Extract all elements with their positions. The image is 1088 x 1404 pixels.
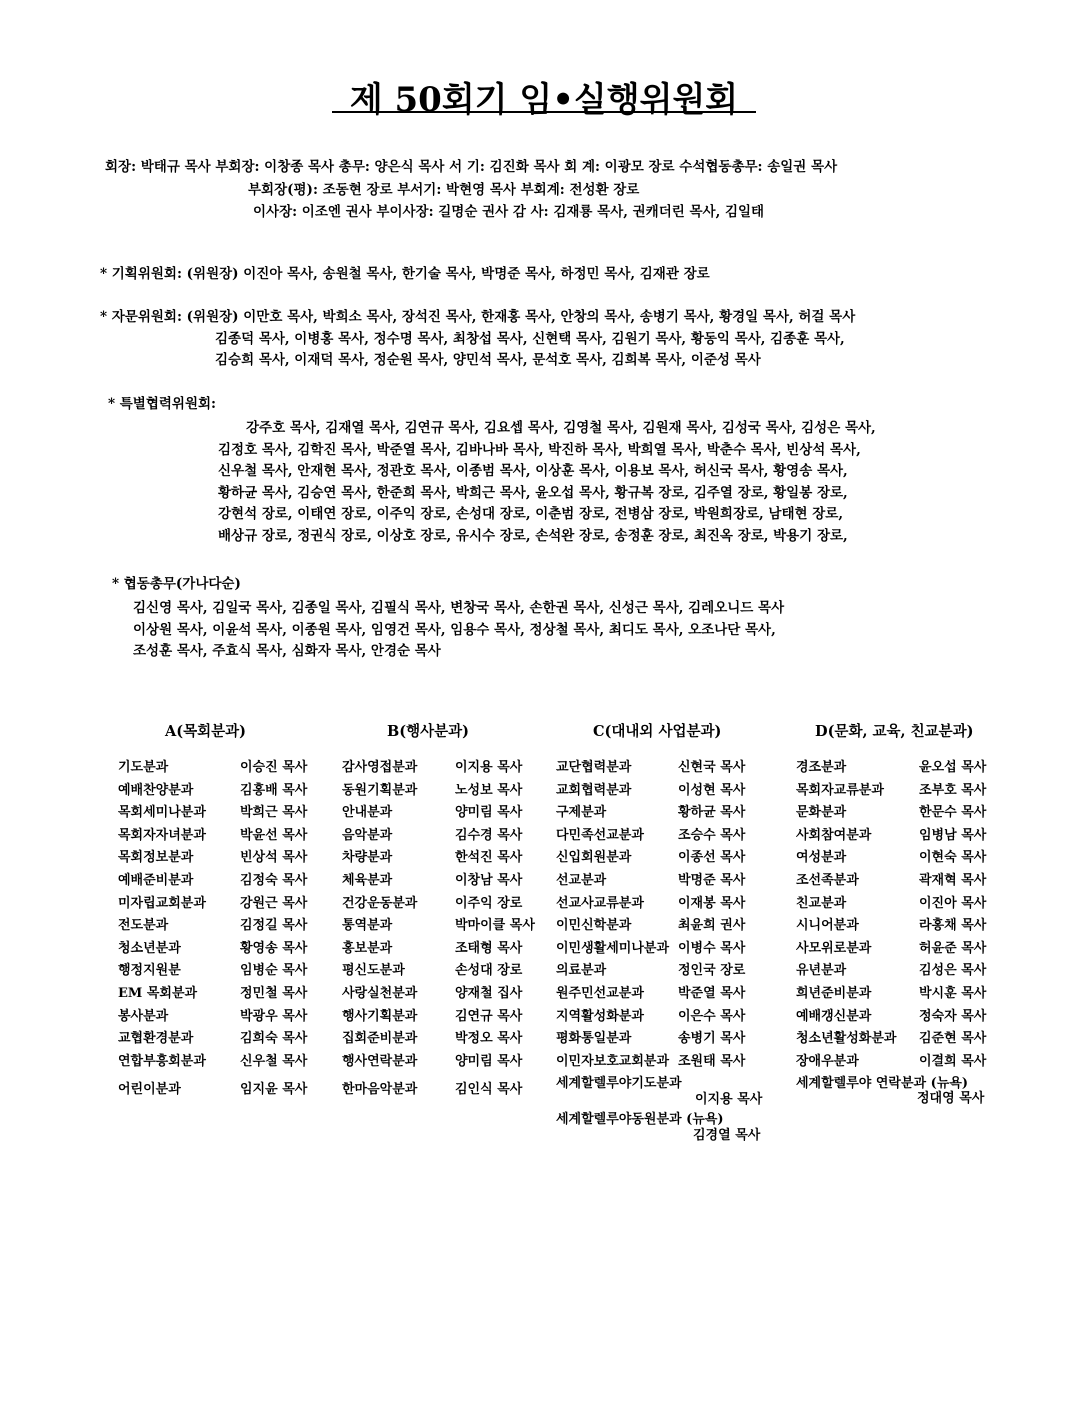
division-leader: 김연규 목사 <box>455 1008 523 1024</box>
division-label: 문화분과 <box>796 805 847 821</box>
division-heading: C(대내외 사업분과) <box>593 723 722 740</box>
cooperating-secretaries-line: 김신영 목사, 김일국 목사, 김종일 목사, 김필식 목사, 변창국 목사, 손한권 목사, 신성근 목사, 김레오니드 목사 <box>133 600 785 616</box>
division-leader: 이종선 목사 <box>678 850 746 866</box>
division-label: 목회정보분과 <box>118 850 194 866</box>
division-label: 목회자자녀분과 <box>118 827 206 843</box>
division-label: 봉사분과 <box>118 1008 169 1024</box>
advisory-committee-line-1: * 자문위원회: (위원장) 이만호 목사, 박희소 목사, 장석진 목사, 한재홍 목사, 안창의 목사, 송병기 목사, 황경일 목사, 허걸 목사 <box>100 309 856 325</box>
division-label: 경조분과 <box>796 760 847 775</box>
division-label: 여성분과 <box>796 850 847 866</box>
division-leader: 박시훈 목사 <box>919 986 987 1001</box>
division-label: 조선족분과 <box>796 873 859 888</box>
division-leader: 박준열 목사 <box>678 986 746 1001</box>
division-leader: 양미림 목사 <box>455 1053 523 1069</box>
division-label: 미자립교회분과 <box>118 895 206 911</box>
page-title: 제 50회기 임•실행위원회 <box>349 80 739 120</box>
officers-line-3: 이사장: 이조엔 권사 부이사장: 길명순 권사 감 사: 김재룡 목사, 권캐더린 목사, 김일태 <box>253 204 765 220</box>
division-leader: 김성은 목사 <box>919 963 987 979</box>
division-label: 원주민선교분과 <box>556 986 644 1001</box>
division-label: 동원기획분과 <box>342 782 418 798</box>
division-leader: 한문수 목사 <box>919 805 987 821</box>
division-leader: 허윤준 목사 <box>919 940 987 956</box>
special-committee-line: 황하균 목사, 김승연 목사, 한준희 목사, 박희근 목사, 윤오섭 목사, 황규복 장로, 김주열 장로, 황일봉 장로, <box>218 484 848 501</box>
special-committee-line: 김정호 목사, 김학진 목사, 박준열 목사, 김바나바 목사, 박진하 목사, 박희열 목사, 박춘수 목사, 빈상석 목사, <box>218 441 861 458</box>
division-leader: 노성보 목사 <box>455 782 523 798</box>
special-committee-line: 배상규 장로, 정권식 장로, 이상호 장로, 유시수 장로, 손석완 장로, 송정훈 장로, 최진옥 장로, 박용기 장로, <box>218 527 848 544</box>
special-committee-line: 강현석 장로, 이태연 장로, 이주익 장로, 손성대 장로, 이춘범 장로, 전병삼 장로, 박원희장로, 남태현 장로, <box>218 506 844 522</box>
planning-committee: * 기획위원회: (위원장) 이진아 목사, 송원철 목사, 한기술 목사, 박명준 목사, 하정민 목사, 김재관 장로 <box>100 266 710 282</box>
division-leader: 이승진 목사 <box>240 760 308 775</box>
division-label: 유년분과 <box>796 963 847 979</box>
division-label: 통역분과 <box>342 918 393 934</box>
division-leader: 조원태 목사 <box>678 1053 746 1069</box>
special-committee-line: 신우철 목사, 안재현 목사, 정관호 목사, 이종범 목사, 이상훈 목사, 이용보 목사, 허신국 목사, 황영송 목사, <box>218 463 848 479</box>
division-label: 평화통일분과 <box>556 1031 632 1047</box>
division-leader: 곽재혁 목사 <box>919 873 987 888</box>
title-underline <box>332 111 756 113</box>
division-leader: 양미림 목사 <box>455 805 523 821</box>
officers-line-1: 회장: 박태규 목사 부회장: 이창종 목사 총무: 양은식 목사 서 기: 김진화 목사 회 계: 이광모 장로 수석협동총무: 송일권 목사 <box>105 159 838 175</box>
division-label: 전도분과 <box>118 918 169 934</box>
division-leader: 송병기 목사 <box>678 1031 746 1047</box>
division-leader: 조승수 목사 <box>678 827 746 843</box>
division-label: 선교사교류분과 <box>556 895 644 911</box>
division-leader: 김희숙 목사 <box>240 1031 308 1047</box>
division-label: EM 목회분과 <box>118 986 198 1001</box>
division-label: 집회준비분과 <box>342 1031 418 1047</box>
division-leader: 이지용 목사 <box>695 1092 763 1107</box>
division-heading: A(목회분과) <box>165 723 246 740</box>
division-leader: 박윤선 목사 <box>240 827 308 843</box>
division-leader: 손성대 장로 <box>455 963 523 979</box>
division-leader: 조태형 목사 <box>455 940 523 956</box>
division-label: 세계할렐루야 연락분과 (뉴욕) <box>796 1076 969 1091</box>
division-leader: 이진아 목사 <box>919 895 987 911</box>
division-leader: 임병순 목사 <box>240 963 308 979</box>
advisory-committee-line-3: 김승희 목사, 이재덕 목사, 정순원 목사, 양민석 목사, 문석호 목사, 김희복 목사, 이준성 목사 <box>215 352 761 368</box>
division-label: 행사기획분과 <box>342 1008 418 1024</box>
division-label: 기도분과 <box>118 760 169 775</box>
division-label: 감사영접분과 <box>342 760 418 775</box>
division-leader: 정대영 목사 <box>917 1091 985 1106</box>
division-label: 청소년분과 <box>118 940 181 956</box>
division-leader: 라홍채 목사 <box>919 918 987 934</box>
division-leader: 김경열 목사 <box>693 1128 761 1143</box>
division-leader: 신현국 목사 <box>678 760 746 775</box>
division-leader: 이성현 목사 <box>678 782 746 798</box>
division-label: 교협환경분과 <box>118 1031 194 1047</box>
division-leader: 최윤희 권사 <box>678 918 746 934</box>
division-label: 사모위로분과 <box>796 940 872 956</box>
division-leader: 정인국 장로 <box>678 963 746 979</box>
division-leader: 박광우 목사 <box>240 1008 308 1024</box>
division-leader: 이병수 목사 <box>678 940 746 956</box>
division-label: 건강운동분과 <box>342 895 418 911</box>
division-leader: 김수경 목사 <box>455 827 523 843</box>
division-leader: 양재철 집사 <box>455 986 523 1001</box>
division-leader: 이창남 목사 <box>455 873 523 888</box>
division-leader: 박명준 목사 <box>678 873 746 888</box>
division-label: 차량분과 <box>342 850 393 866</box>
division-label: 청소년활성화분과 <box>796 1031 897 1047</box>
division-leader: 김정숙 목사 <box>240 873 308 888</box>
division-label: 장애우분과 <box>796 1053 859 1069</box>
division-leader: 김준현 목사 <box>919 1031 987 1047</box>
division-leader: 정숙자 목사 <box>919 1008 987 1024</box>
division-label: 행사연락분과 <box>342 1053 418 1069</box>
division-label: 예배준비분과 <box>118 873 194 888</box>
division-leader: 강원근 목사 <box>240 895 308 911</box>
division-leader: 이결희 목사 <box>919 1053 987 1069</box>
division-label: 교단협력분과 <box>556 760 632 775</box>
division-label: 사랑실천분과 <box>342 986 418 1001</box>
officers-line-2: 부회장(평): 조동현 장로 부서기: 박현영 목사 부회계: 전성환 장로 <box>248 182 640 198</box>
division-leader: 정민철 목사 <box>240 986 308 1001</box>
division-label: 구제분과 <box>556 805 607 821</box>
division-label: 지역활성화분과 <box>556 1008 644 1024</box>
division-label: 목회자교류분과 <box>796 782 884 798</box>
division-leader: 김인식 목사 <box>455 1082 523 1098</box>
division-label: 음악분과 <box>342 827 393 843</box>
cooperating-secretaries-heading: * 협동총무(가나다순) <box>112 576 241 592</box>
division-leader: 이지용 목사 <box>455 760 523 775</box>
division-label: 행정지원분 <box>118 963 181 979</box>
division-label: 한마음악분과 <box>342 1082 418 1098</box>
division-label: 목회세미나분과 <box>118 805 206 821</box>
division-label: 다민족선교분과 <box>556 827 644 843</box>
division-label: 홍보분과 <box>342 940 393 956</box>
division-leader: 이현숙 목사 <box>919 850 987 866</box>
division-leader: 신우철 목사 <box>240 1053 308 1069</box>
division-label: 의료분과 <box>556 963 607 979</box>
division-label: 이민생활세미나분과 <box>556 940 670 956</box>
division-label: 안내분과 <box>342 805 393 821</box>
cooperating-secretaries-line: 조성훈 목사, 주효식 목사, 심화자 목사, 안경순 목사 <box>133 643 441 659</box>
division-leader: 임지윤 목사 <box>240 1082 308 1098</box>
division-label: 세계할렐루야동원분과 (뉴욕) <box>556 1112 724 1127</box>
special-committee-line: 강주호 목사, 김재열 목사, 김연규 목사, 김요셉 목사, 김영철 목사, 김원재 목사, 김성국 목사, 김성은 목사, <box>246 420 876 436</box>
division-leader: 임병남 목사 <box>919 827 987 843</box>
division-label: 희년준비분과 <box>796 986 872 1001</box>
division-leader: 이은수 목사 <box>678 1008 746 1024</box>
division-label: 시니어분과 <box>796 918 859 934</box>
division-leader: 빈상석 목사 <box>240 850 308 866</box>
division-leader: 박희근 목사 <box>240 805 308 821</box>
special-committee-heading: * 특별협력위원회: <box>108 396 217 412</box>
division-label: 친교분과 <box>796 895 847 911</box>
division-label: 교회협력분과 <box>556 782 632 798</box>
cooperating-secretaries-line: 이상원 목사, 이윤석 목사, 이종원 목사, 임영건 목사, 임용수 목사, 정상철 목사, 최디도 목사, 오조나단 목사, <box>133 621 776 638</box>
division-label: 체육분과 <box>342 873 393 888</box>
division-label: 어린이분과 <box>118 1082 181 1098</box>
division-label: 연합부흥회분과 <box>118 1053 206 1069</box>
division-label: 예배찬양분과 <box>118 782 194 798</box>
division-label: 사회참여분과 <box>796 827 872 843</box>
division-leader: 이재봉 목사 <box>678 895 746 911</box>
division-leader: 한석진 목사 <box>455 850 523 866</box>
division-leader: 황영송 목사 <box>240 940 308 956</box>
division-leader: 윤오섭 목사 <box>919 760 987 775</box>
division-leader: 김홍배 목사 <box>240 782 308 798</box>
division-label: 신입회원분과 <box>556 850 632 866</box>
division-label: 이민신학분과 <box>556 918 632 934</box>
division-label: 세계할렐루야기도분과 <box>556 1076 682 1091</box>
division-label: 예배갱신분과 <box>796 1008 872 1024</box>
division-leader: 박마이클 목사 <box>455 918 535 934</box>
division-label: 평신도분과 <box>342 963 405 979</box>
advisory-committee-line-2: 김종덕 목사, 이병홍 목사, 정수명 목사, 최창섭 목사, 신현택 목사, 김원기 목사, 황동익 목사, 김종훈 목사, <box>215 331 845 347</box>
division-label: 선교분과 <box>556 873 607 888</box>
division-leader: 이주익 장로 <box>455 895 523 911</box>
division-leader: 김정길 목사 <box>240 918 308 934</box>
division-heading: D(문화, 교육, 친교분과) <box>815 723 974 740</box>
division-heading: B(행사분과) <box>387 723 470 740</box>
division-leader: 박정오 목사 <box>455 1031 523 1047</box>
division-label: 이민자보호교회분과 <box>556 1053 670 1069</box>
division-leader: 조부호 목사 <box>919 782 987 798</box>
division-leader: 황하균 목사 <box>678 805 746 821</box>
